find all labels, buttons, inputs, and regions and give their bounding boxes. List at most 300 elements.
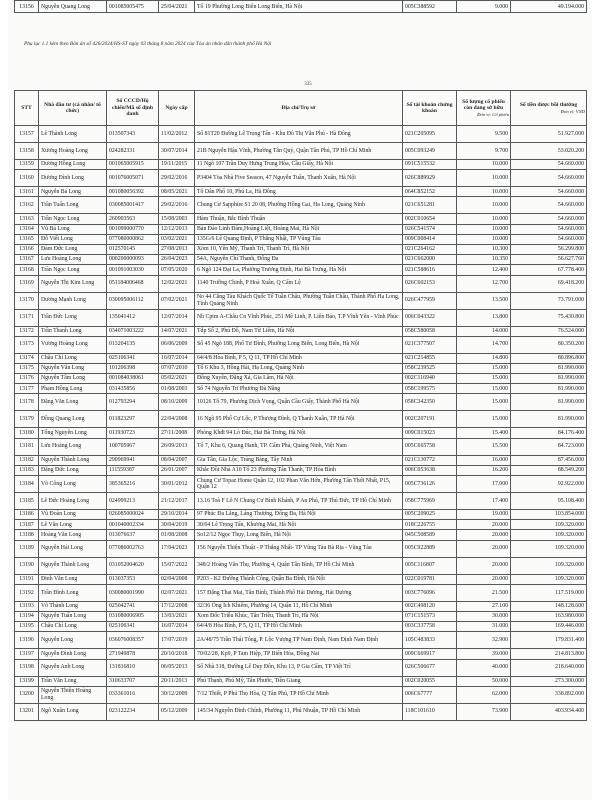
table-row: [15, 622, 587, 632]
cell-stt: 13179: [15, 411, 39, 428]
cell-shares: 10.000: [457, 224, 511, 234]
cell-date: 14/07/2021: [159, 326, 195, 336]
cell-amount: 95.108.400: [511, 493, 587, 510]
cell-amount: 87.456.000: [511, 455, 587, 465]
cell-address: So12/12 Ngọc Thụy, Long Biên, Hà Nội: [195, 530, 403, 540]
cell-amount: 117.519.000: [511, 584, 587, 601]
cell-date: 20/10/2018: [159, 649, 195, 659]
cell-shares: 50.000: [457, 676, 511, 686]
cell-address: 64/4/8 Hòa Bình, P 5, Q 11, TP Hồ Chí Minh: [195, 622, 403, 632]
cell-id: 013037353: [107, 574, 159, 584]
cell-id: 012570145: [107, 244, 159, 254]
cell-stt: 13166: [15, 244, 39, 254]
cell-address: P3404 Tòa Nhà Five Season, 47 Nguyễn Tuân, Thanh Xuân, Hà Nội: [195, 170, 403, 187]
header-date: Ngày cấp: [159, 91, 195, 126]
cell-name: Trần Ngọc Long: [39, 214, 107, 224]
header-id: Số CCCD/Hộ chiếu/Mã số định danh: [107, 91, 159, 126]
cell-id: 034071003222: [107, 326, 159, 336]
page-number: 335: [304, 82, 312, 87]
table-row: [15, 394, 587, 411]
cell-account: 002C116940: [403, 374, 457, 384]
cell-shares: 10.000: [457, 197, 511, 214]
cell-stt: 13176: [15, 374, 39, 384]
cell-id: 030080001990: [107, 584, 159, 601]
cell-address: Xom Đốc Triều Khúc, Tân Triều, Thanh Trì, Hà Nội: [195, 611, 403, 621]
header-amount-label: Số tiền được bồi thường: [519, 102, 578, 109]
table-row: [15, 336, 587, 353]
cell-shares: 21.500: [457, 584, 511, 601]
cell-id: 031435856: [107, 384, 159, 394]
cell-date: 07/07/2010: [159, 363, 195, 373]
cell-address: Bản Đảo Linh Đàm,Hoàng Liệt, Hoàng Mai, Hà Nội: [195, 224, 403, 234]
cell-date: 05/02/2021: [159, 374, 195, 384]
cell-address: Đồng Xuyên, Đặng Xá, Gia Lâm, Hà Nội: [195, 374, 403, 384]
cell-amount: 56.299.800: [511, 244, 587, 254]
cell-id: 033361016: [107, 686, 159, 703]
cell-date: 30/04/2019: [159, 520, 195, 530]
cell-id: 036076008357: [107, 632, 159, 649]
cell-account: 021C662000: [403, 255, 457, 265]
cell-stt: 13171: [15, 309, 39, 326]
cell-date: 29/10/2014: [159, 510, 195, 520]
cell-stt: 13173: [15, 336, 39, 353]
cell-name: Lưu Hoàng Long: [39, 438, 107, 455]
cell-stt: 13164: [15, 224, 39, 234]
table-row: [15, 234, 587, 244]
cell-shares: 10.000: [457, 187, 511, 197]
table-row: [15, 574, 587, 584]
table-row: [15, 455, 587, 465]
cell-amount: 67.778.400: [511, 265, 587, 275]
cell-date: 08/05/2021: [159, 187, 195, 197]
table-row: [15, 601, 587, 611]
header-amount: [511, 91, 587, 126]
cell-address: Tổ 7, Khu 6, Quang Hanh, TP. Cẩm Phả, Quảng Ninh, Việt Nam: [195, 438, 403, 455]
cell-amount: 49.194.000: [511, 1, 587, 13]
cell-shares: 17.000: [457, 476, 511, 493]
cell-shares: 32.900: [457, 632, 511, 649]
cell-account: 058C342350: [403, 394, 457, 411]
cell-address: 97 Phúc Đa Lăng, Láng Thượng, Đống Đa, Hà Nội: [195, 510, 403, 520]
cell-account: 045C508589: [403, 530, 457, 540]
cell-account: 005C209025: [403, 510, 457, 520]
cell-account: 005C093249: [403, 143, 457, 160]
cell-address: 32/36 Ông Ích Khiêm, Phường 14, Quận 11, Hồ Chí Minh: [195, 601, 403, 611]
cell-address: Tổ 19 Phường Long Biên Long Biên, Hà Nội: [195, 1, 403, 13]
cell-address: Gia Tân, Gia Lộc, Trảng Bàng, Tây Ninh: [195, 455, 403, 465]
cell-amount: 218.640.000: [511, 659, 587, 676]
table-row: [15, 326, 587, 336]
cell-name: Dương Đình Long: [39, 170, 107, 187]
cell-stt: 13169: [15, 275, 39, 292]
cell-id: 000200000093: [107, 255, 159, 265]
cell-address: 1140 Trường Chinh, P Hoà Xuân, Q Cẩm Lệ: [195, 275, 403, 292]
cell-id: 011823297: [107, 411, 159, 428]
header-shares: [457, 91, 511, 126]
header-stt: STT: [15, 91, 39, 126]
cell-id: 385365216: [107, 476, 159, 493]
cell-id: 012793294: [107, 394, 159, 411]
cell-id: 100705967: [107, 438, 159, 455]
header-shares-label: Số lượng cổ phiếu còn đang sở hữu: [462, 98, 505, 112]
cell-address: 135G/6 Lê Quang Định, P Thắng Nhất, TP Vũng Tàu: [195, 234, 403, 244]
cell-shares: 39.000: [457, 649, 511, 659]
cell-address: Tổ 6 Khu 3, Hồng Hải, Hạ Long, Quảng Ninh: [195, 363, 403, 373]
cell-stt: 13201: [15, 703, 39, 720]
cell-id: 001085005475: [107, 1, 159, 13]
cell-date: 06/05/2013: [159, 659, 195, 676]
cell-amount: 54.660.000: [511, 170, 587, 187]
cell-amount: 88.549.200: [511, 465, 587, 475]
cell-name: Nguyễn Tâm Long: [39, 374, 107, 384]
cell-address: 70/02/28, Kp9, P Tam Hiệp, TP Biên Hòa, Đồng Nai: [195, 649, 403, 659]
cell-stt: 13156: [15, 1, 39, 13]
cell-shares: 12.700: [457, 275, 511, 292]
table-row: [15, 1, 587, 13]
cell-stt: 13157: [15, 126, 39, 143]
cell-date: 30/12/2009: [159, 686, 195, 703]
cell-amount: 69.418.200: [511, 275, 587, 292]
cell-amount: 109.320.000: [511, 557, 587, 574]
cell-account: 021C651281: [403, 197, 457, 214]
cell-stt: 13190: [15, 557, 39, 574]
cell-account: 058C580058: [403, 326, 457, 336]
table-row: [15, 438, 587, 455]
cell-account: 006C67777: [403, 686, 457, 703]
cell-name: Vũ Đoàn Long: [39, 510, 107, 520]
cell-shares: 16.200: [457, 465, 511, 475]
table-row: [15, 374, 587, 384]
cell-account: 009C008414: [403, 234, 457, 244]
table-row: [15, 160, 587, 170]
cell-name: Vũ Bá Long: [39, 224, 107, 234]
cell-name: Võ Công Long: [39, 476, 107, 493]
cell-account: 058C199575: [403, 384, 457, 394]
cell-name: Lưu Hoàng Long: [39, 255, 107, 265]
cell-account: 026C477959: [403, 292, 457, 309]
table-row: [15, 143, 587, 160]
cell-name: Nguyễn Văn Long: [39, 363, 107, 373]
cell-date: 08/04/2007: [159, 455, 195, 465]
cell-shares: 40.000: [457, 659, 511, 676]
cell-id: 135041412: [107, 309, 159, 326]
cell-name: Ngô Xuân Long: [39, 703, 107, 720]
cell-id: 030095006112: [107, 292, 159, 309]
table-row: [15, 428, 587, 438]
cell-name: Châu Chí Long: [39, 353, 107, 363]
cell-stt: 13199: [15, 676, 39, 686]
cell-stt: 13183: [15, 465, 39, 475]
cell-amount: 84.176.400: [511, 428, 587, 438]
appendix-caption: Phụ lục 1.1 kèm theo Bản án số 426/2024/HS-ST ngày 03 tháng 8 năm 2024 của Tòa án nhân dân thành phố Hà Nội: [24, 41, 272, 47]
cell-account: 022C019781: [403, 574, 457, 584]
cell-address: Khắc Đồi Nhà A10 Tổ 23 Phương Tân Thanh, TP Hòa Bình: [195, 465, 403, 475]
cell-stt: 13167: [15, 255, 39, 265]
cell-shares: 15.000: [457, 411, 511, 428]
cell-date: 19/11/2015: [159, 160, 195, 170]
cell-date: 25/04/2021: [159, 1, 195, 13]
table-row: [15, 265, 587, 275]
cell-address: Chung Cư Sapphire S1 20 08, Phường Hồng Gai, Ha Long, Quảng Ninh: [195, 197, 403, 214]
cell-shares: 9.000: [457, 1, 511, 13]
cell-account: 005C736126: [403, 476, 457, 493]
cell-name: Võ Thành Long: [39, 601, 107, 611]
cell-address: 2A/48/75 Trần Thái Tông, P. Lộc Vượng TP Nam Định, Nam Định Nam Định: [195, 632, 403, 649]
cell-shares: 14.700: [457, 336, 511, 353]
cell-shares: 17.400: [457, 493, 511, 510]
cell-account: 006C043322: [403, 309, 457, 326]
header-shares-unit: Đơn vị: Cổ phiếu: [477, 111, 509, 117]
cell-shares: 12.400: [457, 265, 511, 275]
cell-shares: 15.500: [457, 438, 511, 455]
cell-amount: 54.660.000: [511, 160, 587, 170]
cell-account: 002C498120: [403, 601, 457, 611]
cell-address: No 44 Căng Tàu Khách Quốc Tế Tuần Châu, Phường Tuần Châu, Thành Phố Hạ Long, Tỉnh Quảng Ninh: [195, 292, 403, 309]
table-row: [15, 676, 587, 686]
cell-stt: 13200: [15, 686, 39, 703]
table-row: [15, 659, 587, 676]
cell-id: 013076637: [107, 530, 159, 540]
table-row: [15, 493, 587, 510]
header-address: Địa chỉ/Trụ sở: [195, 91, 403, 126]
cell-id: 290969941: [107, 455, 159, 465]
cell-name: Dương Mạnh Long: [39, 292, 107, 309]
table-row: [15, 224, 587, 234]
cell-shares: 13.800: [457, 309, 511, 326]
cell-name: Trần Thanh Long: [39, 326, 107, 336]
cell-date: 08/10/2009: [159, 394, 195, 411]
cell-amount: 103.854.000: [511, 510, 587, 520]
cell-address: 16 Ngõ 95 Phố Cự Lộc, P Thượng Đình, Q Thanh Xuân, TP Hà Nội: [195, 411, 403, 428]
table-row: [15, 363, 587, 373]
cell-address: 21B Nguyễn Hậu Vĩnh, Phường Tân Quý, Quận Tân Phú, TP Hồ Chí Minh: [195, 143, 403, 160]
cell-id: 310633707: [107, 676, 159, 686]
table-row: [15, 255, 587, 265]
cell-address: Phú Thạnh, Phú Mỹ, Tân Phước, Tiền Giang: [195, 676, 403, 686]
table-row: [15, 540, 587, 557]
table-row: [15, 126, 587, 143]
cell-date: 13/03/2021: [159, 611, 195, 621]
cell-shares: 10.350: [457, 255, 511, 265]
cell-shares: 20.000: [457, 520, 511, 530]
cell-amount: 109.320.000: [511, 574, 587, 584]
cell-date: 26/09/2013: [159, 438, 195, 455]
cell-amount: 76.524.000: [511, 326, 587, 336]
cell-name: Lê Đức Hoàng Long: [39, 493, 107, 510]
cell-date: 27/11/2008: [159, 428, 195, 438]
cell-address: 54A, Nguyễn Chí Thanh, Đống Đa: [195, 255, 403, 265]
cell-amount: 81.990.000: [511, 384, 587, 394]
header-name: Nhà đầu tư (cá nhân/ tổ chức): [39, 91, 107, 126]
cell-amount: 51.927.000: [511, 126, 587, 143]
cell-account: 026C889929: [403, 170, 457, 187]
cell-shares: 62.000: [457, 686, 511, 703]
cell-stt: 13195: [15, 622, 39, 632]
cell-shares: 27.100: [457, 601, 511, 611]
cell-account: 009C015023: [403, 428, 457, 438]
cell-amount: 54.660.000: [511, 234, 587, 244]
cell-account: 018C226755: [403, 520, 457, 530]
cell-date: 21/12/2017: [159, 493, 195, 510]
cell-stt: 13161: [15, 187, 39, 197]
cell-stt: 13168: [15, 265, 39, 275]
cell-amount: 163.980.000: [511, 611, 587, 621]
cell-shares: 20.000: [457, 530, 511, 540]
cell-date: 17/12/2008: [159, 601, 195, 611]
table-row: [15, 649, 587, 659]
table-row: [15, 411, 587, 428]
cell-amount: 148.128.600: [511, 601, 587, 611]
cell-address: 11 Ngõ 107 Trần Duy Hưng Trung Hòa, Cầu Giấy, Hà Nội: [195, 160, 403, 170]
cell-amount: 109.320.000: [511, 530, 587, 540]
table-row: [15, 557, 587, 574]
cell-date: 05/12/2009: [159, 703, 195, 720]
cell-name: Đồng Quang Long: [39, 411, 107, 428]
table-row: [15, 275, 587, 292]
cell-date: 30/01/2012: [159, 476, 195, 493]
cell-name: Đặng Đức Long: [39, 465, 107, 475]
document-page: [8, 0, 592, 800]
cell-date: 06/06/2009: [159, 336, 195, 353]
cell-date: 22/04/2008: [159, 411, 195, 428]
cell-id: 001040002334: [107, 520, 159, 530]
table-row: [15, 197, 587, 214]
cell-stt: 13159: [15, 160, 39, 170]
cell-amount: 81.990.000: [511, 363, 587, 373]
cell-address: Tdp Số 2, Phú Đô, Nam Từ Liêm, Hà Nội: [195, 326, 403, 336]
cell-shares: 30.000: [457, 611, 511, 621]
cell-name: Lê Thành Long: [39, 126, 107, 143]
table-row: [15, 292, 587, 309]
cell-name: Trần Tuấn Long: [39, 197, 107, 214]
previous-page-table: [14, 0, 587, 13]
cell-amount: 403.934.400: [511, 703, 587, 720]
cell-amount: 84.723.000: [511, 438, 587, 455]
cell-id: 031052004620: [107, 557, 159, 574]
cell-amount: 169.446.000: [511, 622, 587, 632]
cell-address: Nh Cptm A-Châu Cn Vĩnh Phúc, 251 Mê Linh, P. Liên Bảo, T.P Vĩnh Yên - Vĩnh Phúc: [195, 309, 403, 326]
cell-amount: 75.430.800: [511, 309, 587, 326]
cell-account: 003C776096: [403, 584, 457, 601]
cell-stt: 13188: [15, 530, 39, 540]
cell-name: Trần Đức Long: [39, 309, 107, 326]
cell-id: 025106341: [107, 353, 159, 363]
cell-shares: 10.000: [457, 160, 511, 170]
cell-shares: 9.700: [457, 143, 511, 160]
cell-shares: 10.300: [457, 244, 511, 254]
cell-amount: 81.990.000: [511, 411, 587, 428]
cell-shares: 15.000: [457, 363, 511, 373]
cell-name: Đặng Văn Long: [39, 394, 107, 411]
cell-id: 025106341: [107, 622, 159, 632]
cell-name: Nguyễn Tuấn Long: [39, 611, 107, 621]
table-row: [15, 520, 587, 530]
cell-stt: 13174: [15, 353, 39, 363]
cell-id: 101206398: [107, 363, 159, 373]
cell-name: Trần Ngọc Long: [39, 265, 107, 275]
cell-account: 005C116807: [403, 557, 457, 574]
cell-name: Trần Đình Long: [39, 584, 107, 601]
cell-name: Phạm Hồng Long: [39, 384, 107, 394]
cell-name: Nguyễn Anh Long: [39, 659, 107, 676]
table-row: [15, 170, 587, 187]
cell-address: 6 Ngõ 124 Đại La, Phường Trương Định, Hai Bà Trưng, Hà Nội: [195, 265, 403, 275]
cell-shares: 15.400: [457, 428, 511, 438]
cell-stt: 13184: [15, 476, 39, 493]
cell-address: 10126 Tô 79, Phương Dịch Vọng, Quận Cầu Giấy, Thành Phố Hà Nội: [195, 394, 403, 411]
cell-address: 7/12 Thiết, P Phú Thọ Hòa, Q Tân Phú, TP Hồ Chí Minh: [195, 686, 403, 703]
cell-amount: 73.791.000: [511, 292, 587, 309]
cell-amount: 273.300.000: [511, 676, 587, 686]
cell-address: Số Nhà 318, Đường Lê Duy Đôn, Khu 13, P Gia Cẩm, TP Việt Trì: [195, 659, 403, 676]
cell-id: 024999213: [107, 493, 159, 510]
cell-shares: 15.000: [457, 394, 511, 411]
cell-amount: 54.660.000: [511, 214, 587, 224]
cell-name: Châu Chí Long: [39, 622, 107, 632]
cell-shares: 13.500: [457, 292, 511, 309]
cell-address: 145/34 Nguyễn Đình Chính, Phường 11, Phú Nhuận, TP Hồ Chí Minh: [195, 703, 403, 720]
cell-name: Dương Hồng Long: [39, 160, 107, 170]
cell-date: 02/07/2021: [159, 584, 195, 601]
cell-id: 131816810: [107, 659, 159, 676]
cell-account: 026C602153: [403, 275, 457, 292]
cell-stt: 13172: [15, 326, 39, 336]
cell-name: Đàm Đức Long: [39, 244, 107, 254]
cell-stt: 13162: [15, 197, 39, 214]
cell-name: Nguyễn Thành Long: [39, 455, 107, 465]
table-row: [15, 244, 587, 254]
cell-name: Nguyễn Thiện Hoàng Long: [39, 686, 107, 703]
cell-date: 26/04/2023: [159, 255, 195, 265]
cell-id: 030085001417: [107, 197, 159, 214]
cell-stt: 13182: [15, 455, 39, 465]
cell-account: 021C205095: [403, 126, 457, 143]
cell-stt: 13194: [15, 611, 39, 621]
cell-stt: 13178: [15, 394, 39, 411]
cell-name: Xương Hoàng Long: [39, 143, 107, 160]
cell-stt: 13189: [15, 540, 39, 557]
cell-address: Chung Cư Topaz Home Quận 12, 102 Phan Văn Hớn, Phường Tân Thới Nhất, P15, Quận 12: [195, 476, 403, 493]
cell-stt: 13165: [15, 234, 39, 244]
table-row: [15, 686, 587, 703]
table-row: [15, 530, 587, 540]
cell-account: 091C515532: [403, 160, 457, 170]
cell-amount: 53.020.200: [511, 143, 587, 160]
cell-stt: 13181: [15, 438, 39, 455]
cell-date: 26/01/2007: [159, 465, 195, 475]
cell-account: 006C053638: [403, 465, 457, 475]
cell-address: Phòng Khđt 94 Lò Đúc, Hai Bà Trưng, Hà Nội: [195, 428, 403, 438]
cell-id: 260903563: [107, 214, 159, 224]
cell-id: 001099000770: [107, 224, 159, 234]
cell-date: 12/12/2013: [159, 224, 195, 234]
cell-id: 077086002763: [107, 540, 159, 557]
cell-amount: 80.896.800: [511, 353, 587, 363]
cell-id: 001091003030: [107, 265, 159, 275]
cell-date: 16/07/2014: [159, 353, 195, 363]
cell-stt: 13177: [15, 384, 39, 394]
cell-address: Xóm 10, Yên Mỹ, Thanh Trì, Thanh Trì, Hà Nội: [195, 244, 403, 254]
cell-account: 026C506677: [403, 659, 457, 676]
cell-shares: 20.000: [457, 557, 511, 574]
cell-name: Nguyễn Hải Long: [39, 540, 107, 557]
cell-address: 13.16 Toà F Lô N Chung Cư Bình Khánh, P An Phú, TP Thủ Đức, TP Hồ Chí Minh: [195, 493, 403, 510]
cell-name: Tống Nguyên Long: [39, 428, 107, 438]
cell-address: 156 Nguyễn Thiện Thuật - P Thắng Nhất- TP Vũng Tàu Bà Rịa - Vũng Tàu: [195, 540, 403, 557]
cell-amount: 54.660.000: [511, 197, 587, 214]
cell-name: Vương Hoàng Long: [39, 336, 107, 353]
cell-account: 005C665758: [403, 438, 457, 455]
